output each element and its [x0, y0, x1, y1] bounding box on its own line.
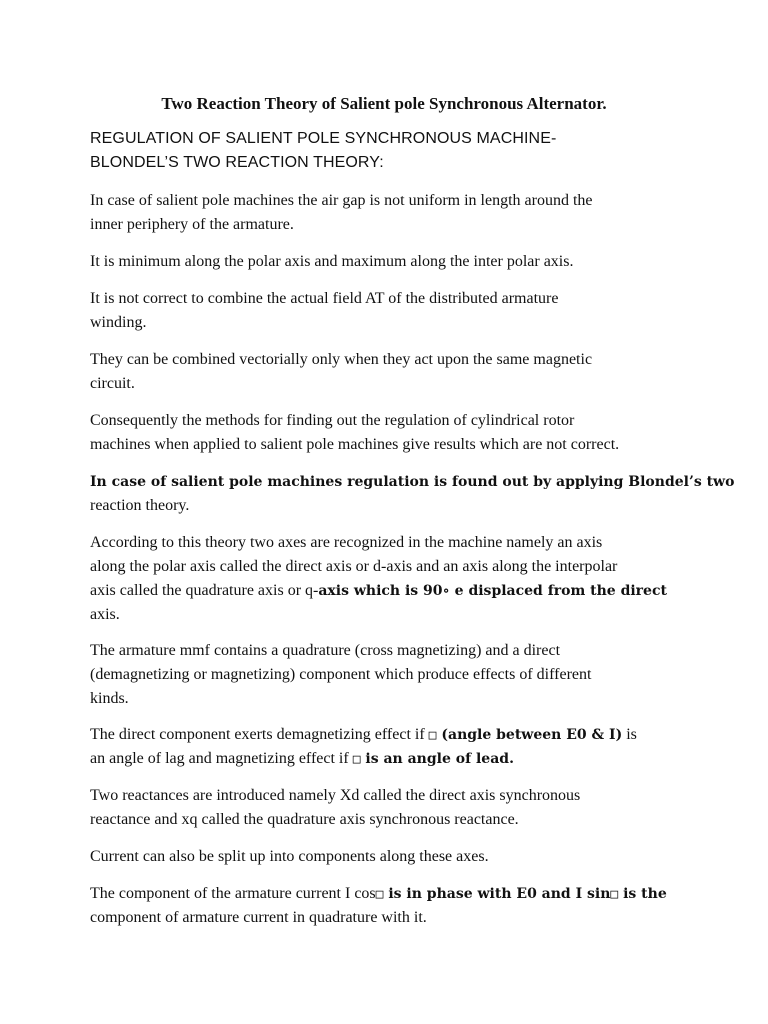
- missing-symbol-glyph: □: [610, 887, 619, 902]
- paragraph-line: (demagnetizing or magnetizing) component which produce effects of different: [90, 666, 592, 683]
- text-run-bold: is in phase with E0 and I sin: [383, 886, 611, 902]
- paragraph-armature-current: [90, 882, 700, 930]
- paragraph-line: circuit.: [90, 375, 135, 392]
- paragraph-line: They can be combined vectorially only when they act upon the same magnetic: [90, 351, 593, 368]
- paragraph-line: axis.: [90, 606, 120, 623]
- paragraph-line: machines when applied to salient pole machines give results which are not correct.: [90, 436, 620, 453]
- paragraph-line: component of armature current in quadrature with it.: [90, 909, 427, 926]
- paragraph-current-split: [90, 845, 700, 869]
- paragraph-line: [90, 747, 700, 771]
- document-title: Two Reaction Theory of Salient pole Synchronous Alternator.: [161, 94, 607, 113]
- paragraph-line: Two reactances are introduced namely Xd called the direct axis synchronous: [90, 787, 581, 804]
- section-heading: [90, 127, 700, 175]
- missing-symbol-glyph: □: [352, 752, 361, 767]
- missing-symbol-glyph: □: [428, 728, 437, 743]
- paragraph-line: reaction theory.: [90, 497, 190, 514]
- text-run: The component of the armature current I cos: [90, 885, 376, 902]
- text-run-bold: (angle between E0 & I): [436, 727, 623, 743]
- text-run: axis called the quadrature axis or q-: [90, 582, 319, 599]
- paragraph-line: [90, 579, 700, 603]
- heading-line-2: BLONDEL’S TWO REACTION THEORY:: [90, 154, 384, 171]
- text-run-bold: is an angle of lead.: [360, 751, 514, 767]
- paragraph-air-gap: [90, 189, 700, 237]
- paragraph-line: along the polar axis called the direct axis or d-axis and an axis along the interpolar: [90, 558, 618, 575]
- paragraph-line: inner periphery of the armature.: [90, 216, 294, 233]
- text-run-bold: is the: [618, 886, 667, 902]
- heading-line-1: REGULATION OF SALIENT POLE SYNCHRONOUS MACHINE-: [90, 130, 557, 147]
- paragraph-polar-axis: [90, 250, 700, 274]
- paragraph-armature-mmf: [90, 639, 700, 711]
- paragraph-consequently: [90, 409, 700, 457]
- paragraph-line: In case of salient pole machines the air gap is not uniform in length around the: [90, 192, 593, 209]
- paragraph-reactances: [90, 784, 700, 832]
- text-run: an angle of lag and magnetizing effect if: [90, 750, 353, 767]
- paragraph-line: According to this theory two axes are recognized in the machine namely an axis: [90, 534, 603, 551]
- paragraph-direct-component: [90, 723, 700, 771]
- paragraph-line: The armature mmf contains a quadrature (cross magnetizing) and a direct: [90, 642, 561, 659]
- paragraph-line: winding.: [90, 314, 147, 331]
- text-run-bold: axis which is 90∘ e displaced from the direct: [318, 583, 667, 599]
- paragraph-line: It is not correct to combine the actual field AT of the distributed armature: [90, 290, 559, 307]
- paragraph-line: reactance and xq called the quadrature axis synchronous reactance.: [90, 811, 519, 828]
- paragraph-two-axes: [90, 531, 700, 627]
- paragraph-line: [90, 882, 700, 906]
- paragraph-line: Current can also be split up into components along these axes.: [90, 848, 489, 865]
- paragraph-blondel: [90, 470, 735, 518]
- paragraph-line-bold: In case of salient pole machines regulation is found out by applying Blondel’s two: [90, 474, 735, 490]
- text-run: The direct component exerts demagnetizing effect if: [90, 726, 429, 743]
- paragraph-line: [90, 723, 700, 747]
- paragraph-line: It is minimum along the polar axis and maximum along the inter polar axis.: [90, 253, 574, 270]
- paragraph-line: Consequently the methods for finding out the regulation of cylindrical rotor: [90, 412, 575, 429]
- paragraph-line: kinds.: [90, 690, 129, 707]
- paragraph-vectorial: [90, 348, 700, 396]
- paragraph-field-at: [90, 287, 700, 335]
- missing-symbol-glyph: □: [375, 887, 384, 902]
- text-run: is: [622, 726, 637, 743]
